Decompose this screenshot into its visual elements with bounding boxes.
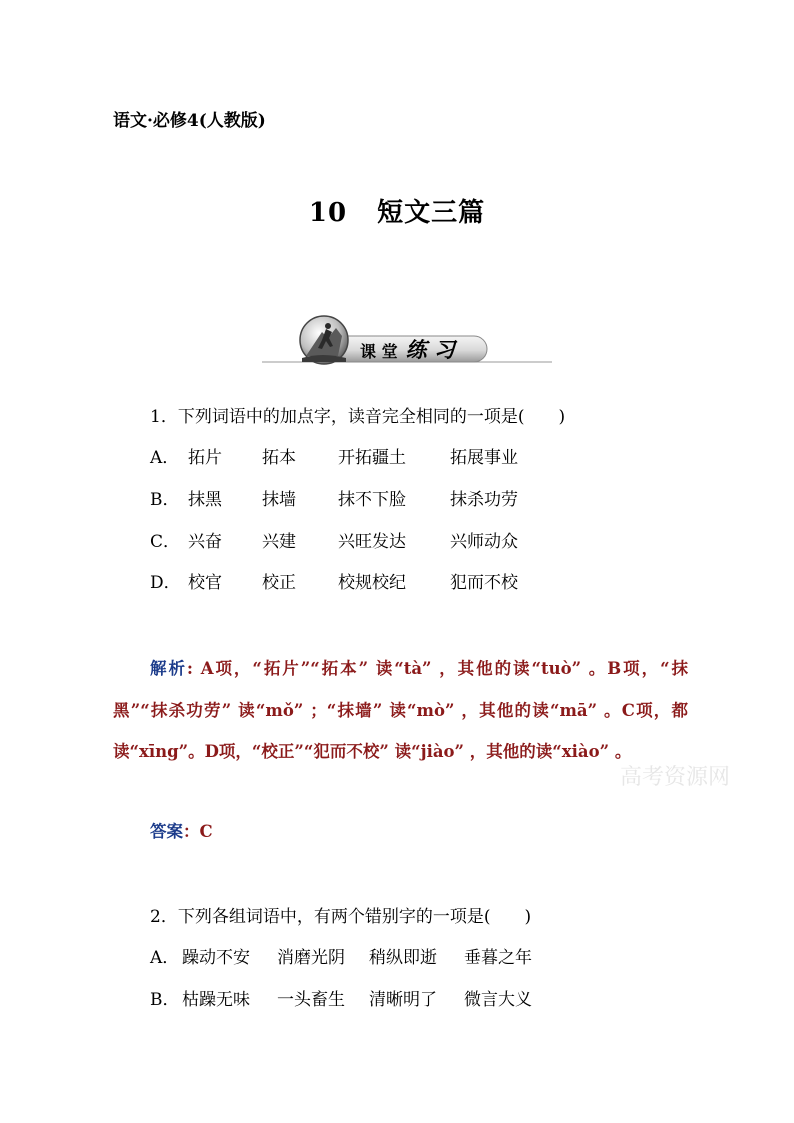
- option-letter: B．: [150, 990, 180, 1010]
- answer-label: 答案: [150, 822, 183, 841]
- option-word: 拓本: [262, 448, 296, 468]
- answer-value: ：C: [183, 822, 213, 841]
- banner-script: 练 习: [405, 337, 455, 362]
- option-word: 兴旺发达: [338, 532, 406, 552]
- lesson-number: 10: [308, 198, 348, 228]
- option-word: 校官: [188, 573, 222, 593]
- option-word: 兴建: [262, 532, 296, 552]
- option-letter: D．: [150, 573, 181, 593]
- question-2-option-b: [150, 985, 532, 1010]
- option-word: 微言大义: [464, 990, 532, 1010]
- option-word: 犯而不校: [450, 573, 518, 593]
- option-letter: A．: [150, 948, 180, 968]
- banner-prefix: 课 堂: [360, 342, 398, 361]
- option-word: 清晰明了: [369, 990, 437, 1010]
- option-letter: C．: [150, 532, 181, 552]
- explanation: [113, 648, 688, 773]
- option-word: 抹墙: [262, 490, 296, 510]
- watermark: 高考资源网: [620, 765, 731, 790]
- book-header: 语文·必修4(人教版): [113, 111, 266, 131]
- page-title: [0, 192, 794, 229]
- question-1-option-c: [150, 527, 518, 552]
- question-1-option-d: [150, 568, 518, 593]
- option-word: 拓展事业: [450, 448, 518, 468]
- option-word: 开拓疆土: [338, 448, 406, 468]
- question-2-option-a: [150, 943, 532, 968]
- option-word: 校规校纪: [338, 573, 406, 593]
- option-word: 抹不下脸: [338, 490, 406, 510]
- option-word: 躁动不安: [182, 948, 250, 968]
- option-word: 兴师动众: [450, 532, 518, 552]
- question-1-option-b: [150, 485, 518, 510]
- option-word: 抹杀功劳: [450, 490, 518, 510]
- section-banner: [262, 314, 552, 368]
- question-1: 1．下列词语中的加点字，读音完全相同的一项是( ): [150, 407, 566, 427]
- option-word: 抹黑: [188, 490, 222, 510]
- option-letter: A．: [150, 448, 180, 468]
- option-word: 兴奋: [188, 532, 222, 552]
- option-word: 拓片: [188, 448, 222, 468]
- explanation-text: : A项，“拓片”“拓本” 读“tà” ，其他的读“tuò” 。B项，“抹黑”“抹杀功劳” 读“mǒ” ；“抹墙” 读“mò” ，其他的读“mā” 。C项，都读“xīng”。D项，“校正”“犯而不校” 读“jiào” ，其他的读“xiào” 。: [113, 659, 689, 761]
- option-word: 垂暮之年: [464, 948, 532, 968]
- explanation-label: 解析: [150, 659, 187, 678]
- option-word: 稍纵即逝: [369, 948, 437, 968]
- question-1-option-a: [150, 443, 518, 468]
- option-letter: B．: [150, 490, 180, 510]
- option-word: 校正: [262, 573, 296, 593]
- question-2: 2．下列各组词语中，有两个错别字的一项是( ): [150, 907, 532, 927]
- answer: [150, 818, 213, 842]
- option-word: 一头畜生: [277, 990, 345, 1010]
- banner-label: [360, 334, 455, 364]
- option-word: 枯躁无味: [182, 990, 250, 1010]
- option-word: 消磨光阴: [277, 948, 345, 968]
- lesson-title: 短文三篇: [377, 198, 486, 228]
